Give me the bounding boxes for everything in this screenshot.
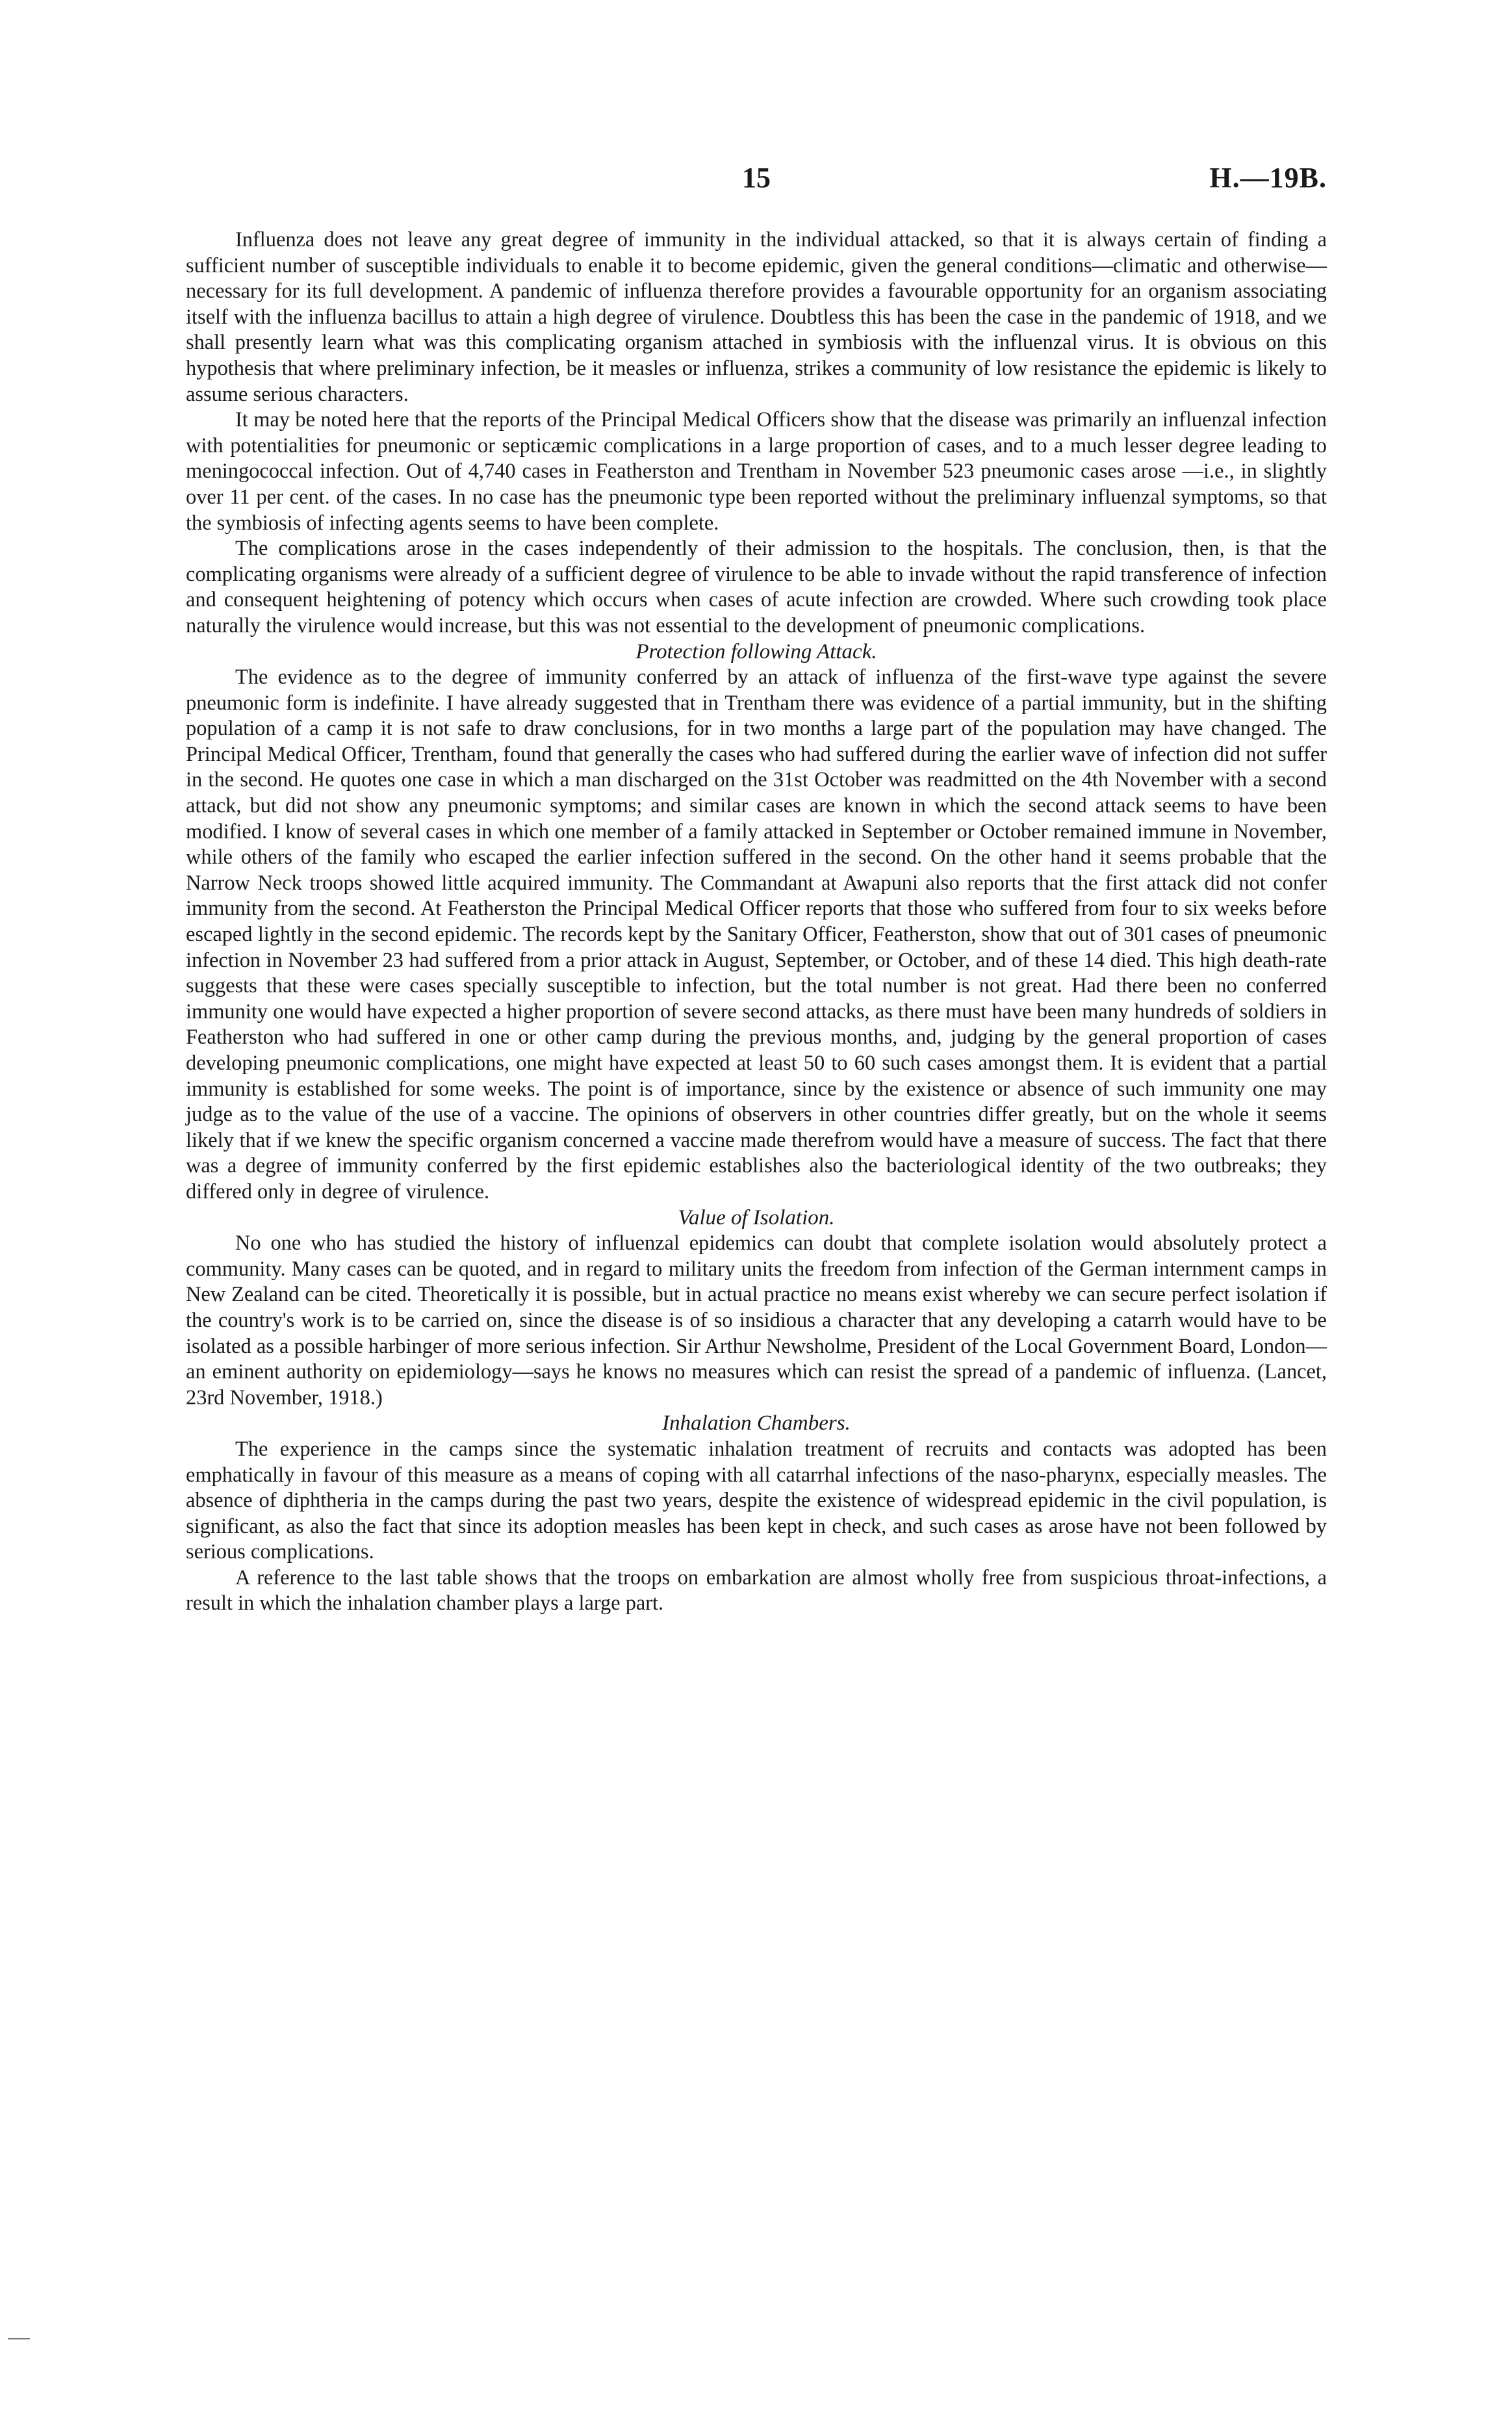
page-header — [186, 161, 1327, 200]
paragraph: No one who has studied the history of influenzal epidemics can doubt that complete isolation would absolutely protect a community. Many cases can be quoted, and in regard to military units the freedom from infection of the German internment camps in New Zealand can be cited. Theoretically it is possible, but in actual practice no means exist whereby we can secure perfect isolation if the country's work is to be carried on, since the disease is of so insidious a character that any developing a catarrh would have to be isolated as a possible harbinger of more serious infection. Sir Arthur Newsholme, President of the Local Government Board, London—an eminent authority on epidemiology—says he knows no measures which can resist the spread of a pandemic of influenza. (Lancet, 23rd November, 1918.) — [186, 1231, 1327, 1410]
paragraph: The experience in the camps since the systematic inhalation treatment of recruits and contacts was adopted has been emphatically in favour of this measure as a means of coping with all catarrhal infections of the naso-pharynx, especially measles. The absence of diphtheria in the camps during the past two years, despite the existence of widespread epidemic in the civil population, is significant, as also the fact that since its adoption measles has been kept in check, and such cases as arose have not been followed by serious complications. — [186, 1437, 1327, 1564]
paragraph: The complications arose in the cases independently of their admission to the hospitals. The conclusion, then, is that the complicating organisms were already of a sufficient degree of virulence to be able to invade without the rapid transference of infection and consequent heightening of potency which occurs when cases of acute infection are crowded. Where such crowding took place naturally the virulence would increase, but this was not essential to the development of pneumonic complications. — [186, 537, 1327, 637]
body-text — [186, 227, 1327, 1617]
section-heading-isolation: Value of Isolation. — [678, 1205, 835, 1229]
scan-edge-mark — [8, 2338, 30, 2339]
section-heading-protection: Protection following Attack. — [635, 639, 877, 663]
section-heading-inhalation: Inhalation Chambers. — [662, 1411, 851, 1435]
paragraph: It may be noted here that the reports of the Principal Medical Officers show that the disease was primarily an influenzal infection with potentialities for pneumonic or septicæmic complications in a large proportion of cases, and to a much lesser degree leading to meningococcal infection. Out of 4,740 cases in Featherston and Trentham in November 523 pneumonic cases arose —i.e., in slightly over 11 per cent. of the cases. In no case has the pneumonic type been reported without the preliminary influenzal symptoms, so that the symbiosis of infecting agents seems to have been complete. — [186, 408, 1327, 535]
paragraph: Influenza does not leave any great degree of immunity in the individual attacked, so that it is always certain of finding a sufficient number of susceptible individuals to enable it to become epidemic, given the general conditions—climatic and otherwise—necessary for its full development. A pandemic of influenza therefore provides a favourable opportunity for an organism associating itself with the influenza bacillus to attain a high degree of virulence. Doubtless this has been the case in the pandemic of 1918, and we shall presently learn what was this complicating organism attached in symbiosis with the influenzal virus. It is obvious on this hypothesis that where preliminary infection, be it measles or influenza, strikes a community of low resistance the epidemic is likely to assume serious characters. — [186, 228, 1327, 406]
page-number: 15 — [742, 162, 771, 194]
paragraph: A reference to the last table shows that the troops on embarkation are almost wholly free from suspicious throat-infections, a result in which the inhalation chamber plays a large part. — [186, 1565, 1327, 1616]
paragraph: The evidence as to the degree of immunity conferred by an attack of influenza of the first-wave type against the severe pneumonic form is indefinite. I have already suggested that in Trentham there was evidence of a partial immunity, but in the shifting population of a camp it is not safe to draw conclusions, for in two months a large part of the population may have changed. The Principal Medical Officer, Trentham, found that generally the cases who had suffered during the earlier wave of infection did not suffer in the second. He quotes one case in which a man discharged on the 31st October was readmitted on the 4th November with a second attack, but did not show any pneumonic symptoms; and similar cases are known in which the second attack seems to have been modified. I know of several cases in which one member of a family attacked in September or October remained immune in November, while others of the family who escaped the earlier infection suffered in the second. On the other hand it seems probable that the Narrow Neck troops showed little acquired immunity. The Commandant at Awapuni also reports that the first attack did not confer immunity from the second. At Featherston the Principal Medical Officer reports that those who suffered from four to six weeks before escaped lightly in the second epidemic. The records kept by the Sanitary Officer, Featherston, show that out of 301 cases of pneumonic infection in November 23 had suffered from a prior attack in August, September, or October, and of these 14 died. This high death-rate suggests that these were cases specially susceptible to infection, but the total number is not great. Had there been no conferred immunity one would have expected a higher proportion of severe second attacks, as there must have been many hundreds of soldiers in Featherston who had suffered in one or other camp during the previous months, and, judging by the general proportion of cases developing pneumonic complications, one might have expected at least 50 to 60 such cases amongst them. It is evident that a partial immunity is established for some weeks. The point is of importance, since by the existence or absence of such immunity one may judge as to the value of the use of a vaccine. The opinions of observers in other countries differ greatly, but on the whole it seems likely that if we knew the specific organism concerned a vaccine made therefrom would have a measure of success. The fact that there was a degree of immunity conferred by the first epidemic establishes also the bacteriological identity of the two outbreaks; they differed only in degree of virulence. — [186, 665, 1327, 1204]
document-reference: H.—19B. — [1209, 162, 1327, 194]
